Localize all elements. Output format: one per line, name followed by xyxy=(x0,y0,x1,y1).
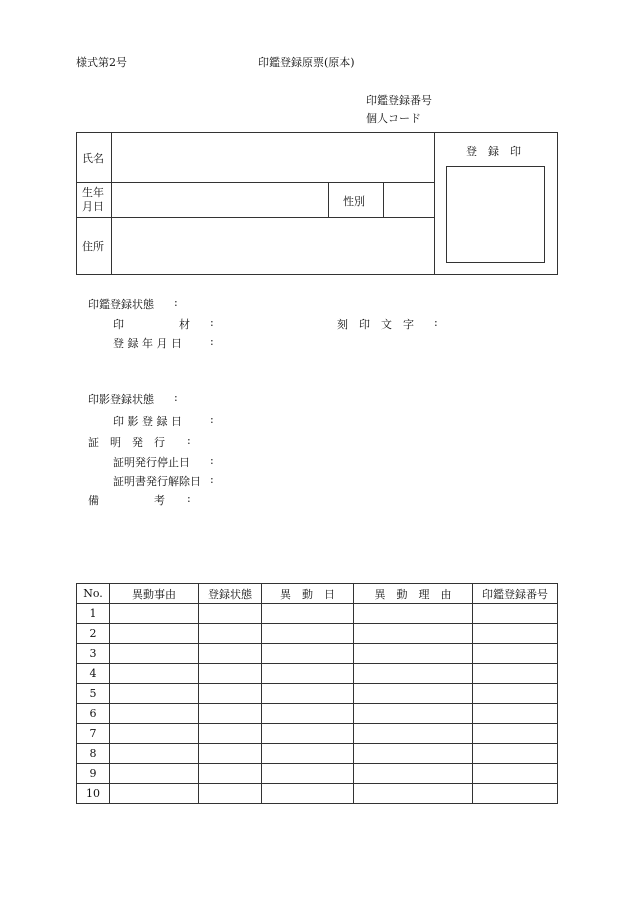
row-number: 10 xyxy=(77,784,110,804)
table-cell[interactable] xyxy=(354,784,473,804)
table-cell[interactable] xyxy=(354,644,473,664)
registration-number-label: 印鑑登録番号 xyxy=(366,94,432,107)
table-cell[interactable] xyxy=(473,764,558,784)
issue-release-date-label: 証明書発行解除日 xyxy=(113,475,201,488)
table-cell[interactable] xyxy=(199,704,262,724)
seal-status-colon: : xyxy=(174,296,178,309)
seal-label: 登 録 印 xyxy=(466,145,521,158)
table-row xyxy=(77,784,558,804)
table-row xyxy=(77,604,558,624)
table-cell[interactable] xyxy=(199,684,262,704)
table-cell[interactable] xyxy=(262,644,354,664)
table-cell[interactable] xyxy=(473,604,558,624)
impression-date-label: 印 影 登 録 日 xyxy=(113,415,182,428)
header-change-reason: 異動事由 xyxy=(110,584,199,604)
table-cell[interactable] xyxy=(199,744,262,764)
table-row xyxy=(77,684,558,704)
row-number: 3 xyxy=(77,644,110,664)
impression-status-colon: : xyxy=(174,391,178,404)
table-cell[interactable] xyxy=(110,644,199,664)
table-cell[interactable] xyxy=(262,724,354,744)
history-header-row xyxy=(77,584,558,604)
table-cell[interactable] xyxy=(473,644,558,664)
table-cell[interactable] xyxy=(473,784,558,804)
material-colon: : xyxy=(210,316,214,329)
table-cell[interactable] xyxy=(262,664,354,684)
row-number: 1 xyxy=(77,604,110,624)
table-cell[interactable] xyxy=(262,704,354,724)
table-cell[interactable] xyxy=(262,764,354,784)
address-label: 住所 xyxy=(82,240,104,253)
table-row xyxy=(77,664,558,684)
table-cell[interactable] xyxy=(473,684,558,704)
issue-stop-date-label: 証明発行停止日 xyxy=(113,456,190,469)
remarks-colon: : xyxy=(187,492,191,505)
table-cell[interactable] xyxy=(473,624,558,644)
seal-impression-box xyxy=(446,166,545,263)
table-cell[interactable] xyxy=(473,704,558,724)
table-cell[interactable] xyxy=(110,664,199,684)
table-cell[interactable] xyxy=(199,644,262,664)
header-no: No. xyxy=(77,584,110,604)
registration-date-colon: : xyxy=(210,335,214,348)
name-label: 氏名 xyxy=(82,152,104,165)
table-cell[interactable] xyxy=(473,744,558,764)
birth-label-line1: 生年 xyxy=(82,186,104,199)
gender-divider-left xyxy=(328,182,329,217)
gender-label: 性別 xyxy=(343,195,365,208)
table-cell[interactable] xyxy=(473,664,558,684)
table-row xyxy=(77,704,558,724)
table-cell[interactable] xyxy=(110,784,199,804)
label-column-divider xyxy=(111,132,112,275)
table-cell[interactable] xyxy=(354,724,473,744)
table-cell[interactable] xyxy=(262,684,354,704)
table-cell[interactable] xyxy=(110,724,199,744)
table-row xyxy=(77,624,558,644)
table-cell[interactable] xyxy=(110,604,199,624)
birth-label-line2: 月日 xyxy=(82,200,104,213)
issue-stop-date-colon: : xyxy=(210,454,214,467)
table-cell[interactable] xyxy=(354,744,473,764)
table-cell[interactable] xyxy=(110,744,199,764)
row-divider-birth xyxy=(76,217,434,218)
row-number: 5 xyxy=(77,684,110,704)
header-seal-number: 印鑑登録番号 xyxy=(473,584,558,604)
table-cell[interactable] xyxy=(262,784,354,804)
table-row xyxy=(77,764,558,784)
row-number: 4 xyxy=(77,664,110,684)
table-cell[interactable] xyxy=(354,704,473,724)
history-table xyxy=(76,583,558,804)
table-cell[interactable] xyxy=(110,684,199,704)
personal-code-label: 個人コード xyxy=(366,112,421,125)
table-cell[interactable] xyxy=(262,604,354,624)
page-title: 印鑑登録原票(原本) xyxy=(258,56,355,69)
row-number: 7 xyxy=(77,724,110,744)
gender-divider-right xyxy=(383,182,384,217)
header-change-date: 異 動 日 xyxy=(262,584,354,604)
header-change-cause: 異 動 理 由 xyxy=(354,584,473,604)
material-label: 印 材 xyxy=(113,318,190,331)
table-cell[interactable] xyxy=(199,724,262,744)
table-cell[interactable] xyxy=(262,744,354,764)
table-cell[interactable] xyxy=(473,724,558,744)
certificate-issue-colon: : xyxy=(187,434,191,447)
impression-status-heading: 印影登録状態 xyxy=(88,393,154,406)
table-cell[interactable] xyxy=(199,664,262,684)
table-cell[interactable] xyxy=(199,624,262,644)
certificate-issue-label: 証 明 発 行 xyxy=(88,436,165,449)
impression-date-colon: : xyxy=(210,413,214,426)
table-cell[interactable] xyxy=(199,604,262,624)
table-row xyxy=(77,724,558,744)
row-number: 6 xyxy=(77,704,110,724)
table-cell[interactable] xyxy=(110,704,199,724)
table-cell[interactable] xyxy=(354,624,473,644)
row-number: 9 xyxy=(77,764,110,784)
table-row xyxy=(77,644,558,664)
form-number: 様式第2号 xyxy=(76,56,127,69)
table-cell[interactable] xyxy=(110,624,199,644)
engraving-label: 刻 印 文 字 xyxy=(337,318,414,331)
table-cell[interactable] xyxy=(354,604,473,624)
seal-status-heading: 印鑑登録状態 xyxy=(88,298,154,311)
row-number: 2 xyxy=(77,624,110,644)
header-registration-status: 登録状態 xyxy=(199,584,262,604)
table-cell[interactable] xyxy=(262,624,354,644)
row-number: 8 xyxy=(77,744,110,764)
table-cell[interactable] xyxy=(354,664,473,684)
seal-column-divider xyxy=(434,132,435,275)
issue-release-date-colon: : xyxy=(210,473,214,486)
row-divider-name xyxy=(76,182,434,183)
table-row xyxy=(77,744,558,764)
remarks-label: 備 考 xyxy=(88,494,165,507)
registration-date-label: 登 録 年 月 日 xyxy=(113,337,182,350)
table-cell[interactable] xyxy=(354,684,473,704)
table-cell[interactable] xyxy=(110,764,199,784)
table-cell[interactable] xyxy=(199,784,262,804)
engraving-colon: : xyxy=(434,316,438,329)
table-cell[interactable] xyxy=(199,764,262,784)
table-cell[interactable] xyxy=(354,764,473,784)
